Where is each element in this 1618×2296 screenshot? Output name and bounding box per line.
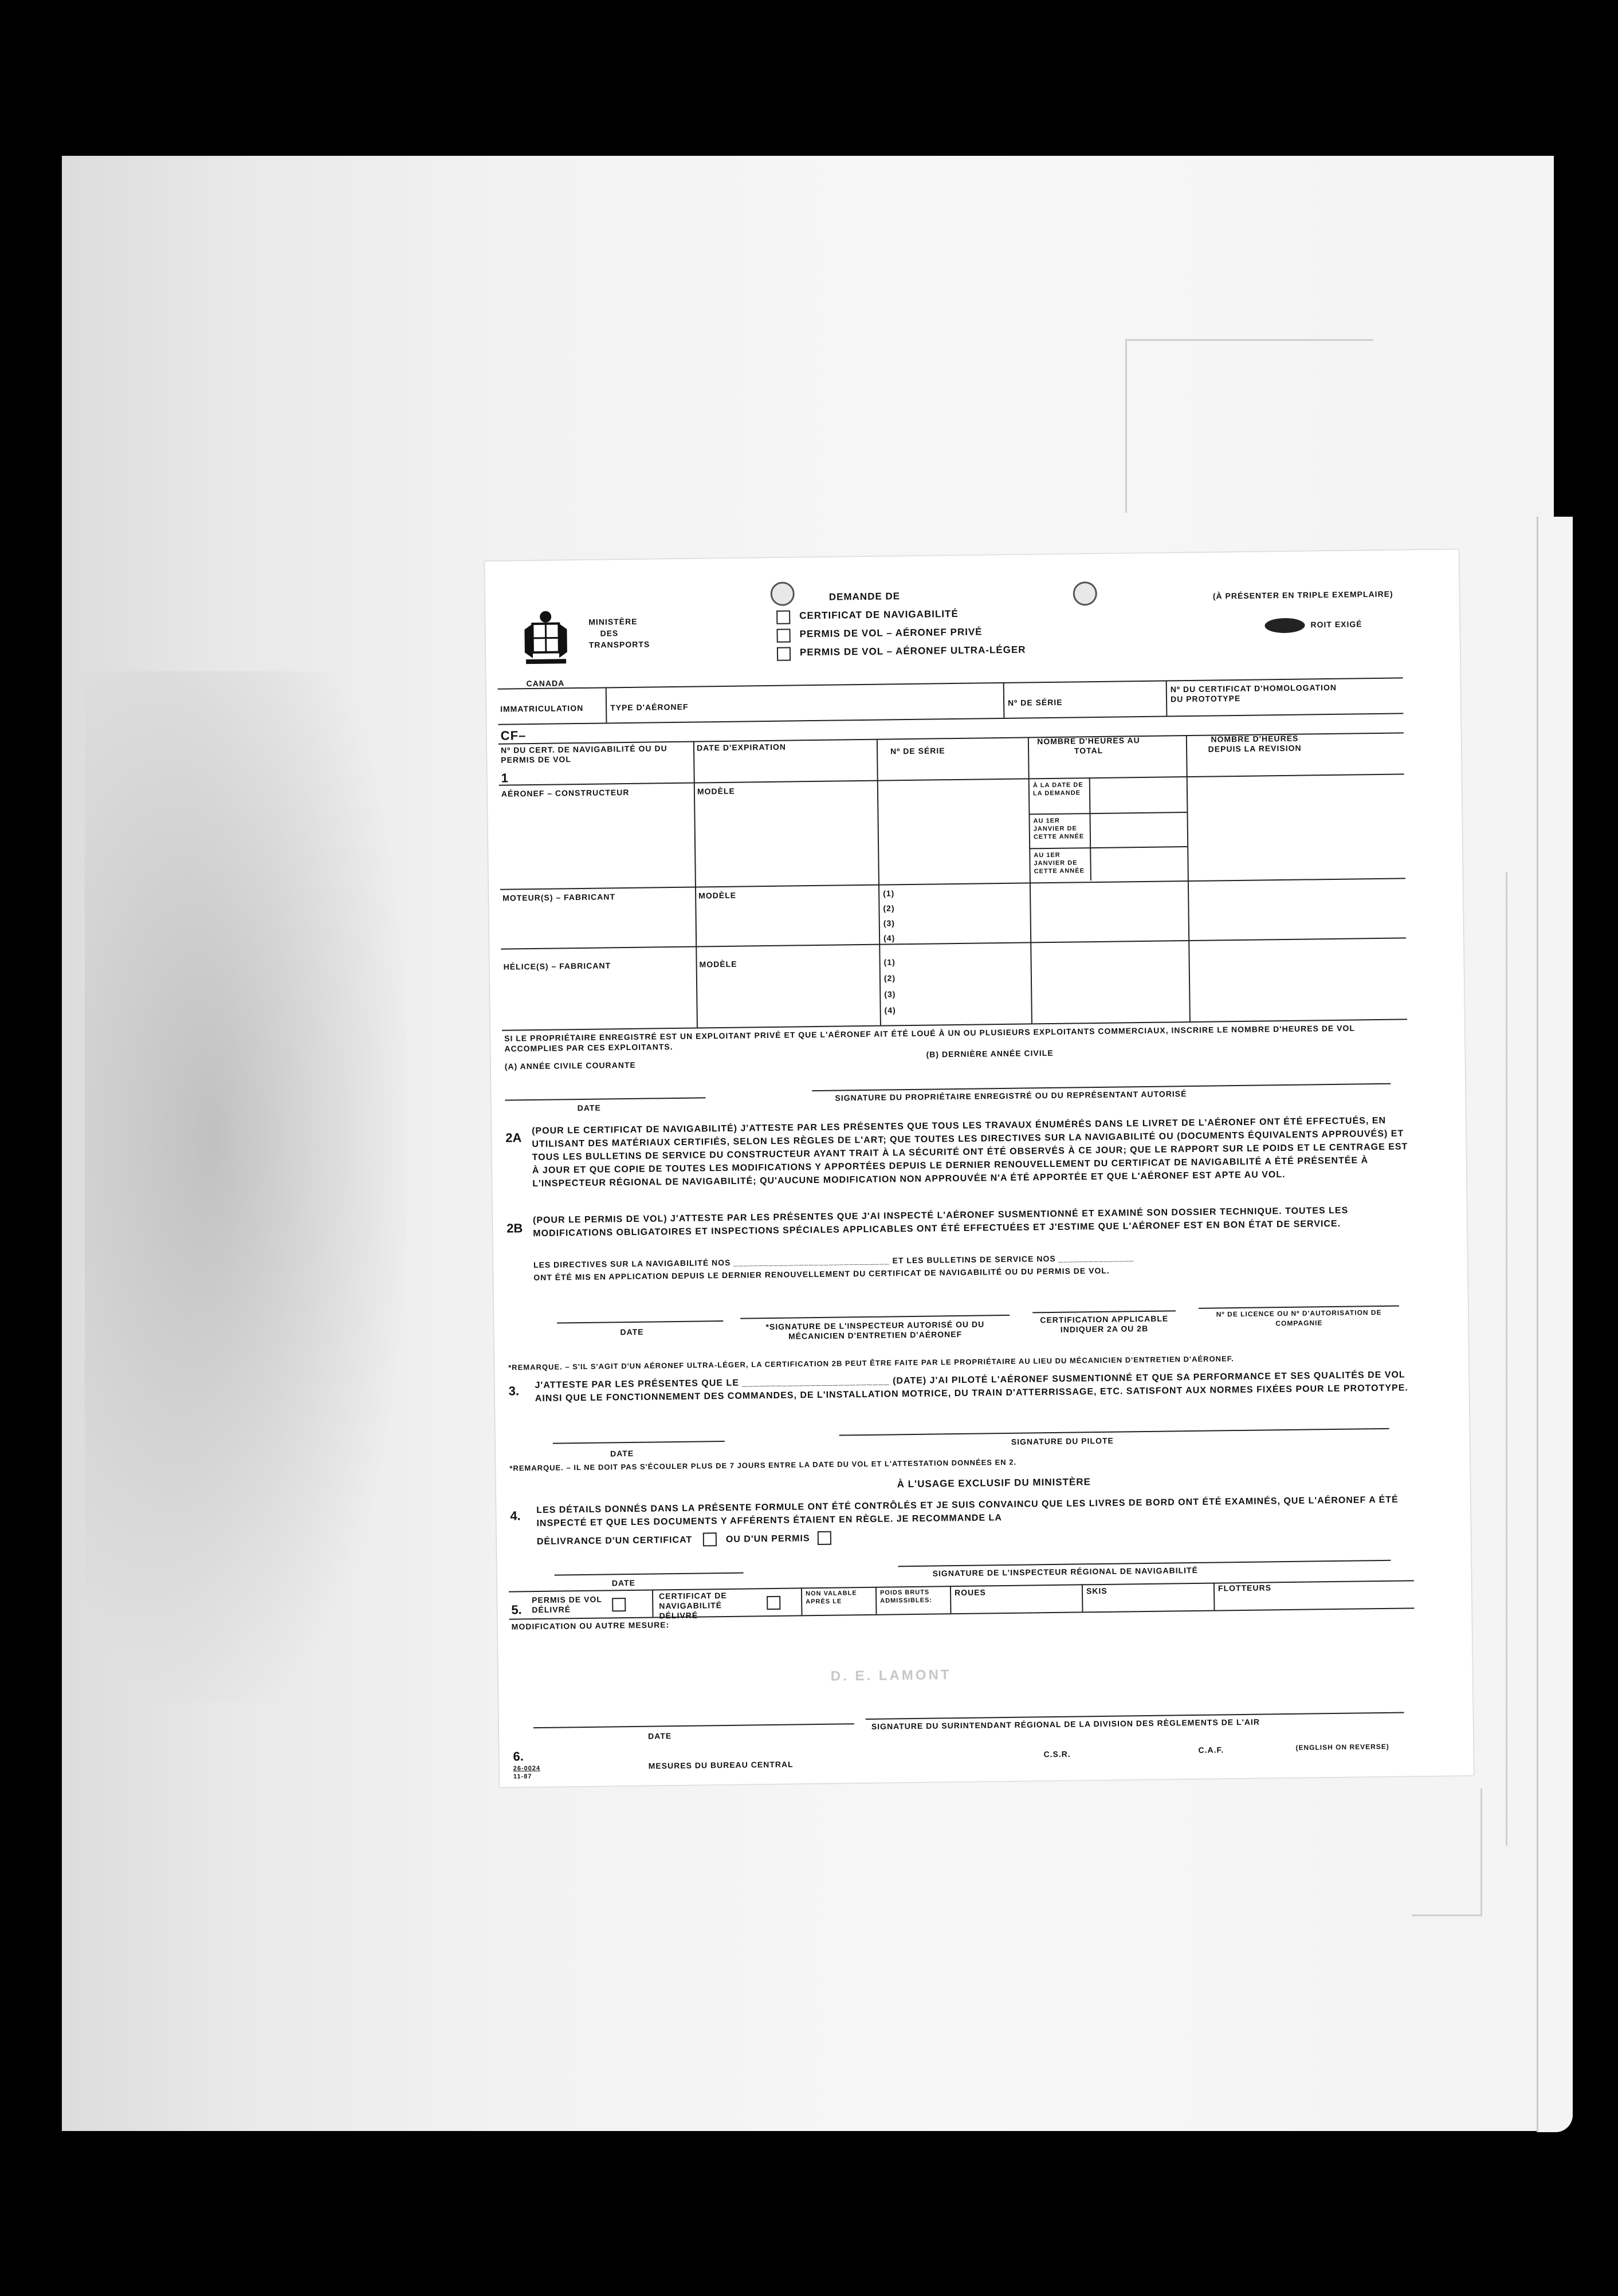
label-skis: SKIS [1086, 1586, 1108, 1596]
checkbox-permit-issued[interactable] [612, 1598, 626, 1611]
signature-line [740, 1315, 1010, 1319]
rule [1003, 682, 1005, 718]
rule [1166, 680, 1168, 715]
remark-2: *REMARQUE. – S'IL S'AGIT D'UN AÉRONEF ULTRA-LÉGER, LA CERTIFICATION 2B PEUT ÊTRE FAITE PAR LE PROPRIÉTAIRE AU LIEU DU MÉCANICIEN D'ENTRETIEN D'AÉRONEF. [508, 1354, 1234, 1372]
label-superintendent-signature: SIGNATURE DU SURINTENDANT RÉGIONAL DE LA DIVISION DES RÈGLEMENTS DE L'AIR [871, 1717, 1260, 1731]
label-invalid-after: NON VALABLE APRÈS LE [805, 1590, 857, 1606]
label-pilot-signature: SIGNATURE DU PILOTE [1011, 1436, 1114, 1446]
fee-note: ROIT EXIGÉ [1310, 619, 1362, 630]
ministry-line1: MINISTÈRE [588, 616, 638, 627]
label-type: TYPE D'AÉRONEF [610, 702, 689, 713]
checkbox-permit-ultralight[interactable] [777, 647, 791, 661]
label-expiry: DATE D'EXPIRATION [696, 742, 787, 753]
rule [950, 1586, 952, 1613]
label-central-office: MESURES DU BUREAU CENTRAL [648, 1759, 794, 1771]
remark-3: *REMARQUE. – IL NE DOIT PAS S'ÉCOULER PLUS DE 7 JOURS ENTRE LA DATE DU VOL ET L'ATTESTATION DONNÉES EN 2. [509, 1457, 1017, 1473]
ministry-line2: DES [600, 628, 619, 638]
rule [801, 1587, 803, 1615]
label-caf: C.A.F. [1198, 1745, 1224, 1755]
form-date: 11-87 [513, 1773, 532, 1780]
certification-line [1032, 1310, 1176, 1313]
copies-note: (À PRÉSENTER EN TRIPLE EXEMPLAIRE) [1212, 589, 1393, 601]
ministry-review-text: LES DÉTAILS DONNÉS DANS LA PRÉSENTE FORMULE ONT ÉTÉ CONTRÔLÉS ET JE SUIS CONVAINCU QUE LES LIVRES DE BORD ONT ÉTÉ EXAMINÉS, QUE L'AÉRONEF A ÉTÉ INSPECTÉ ET QUE LES DOCUMENTS Y AFFÉRENTS ÉTAIENT EN RÈGLE. JE RECOMMANDE LA [536, 1495, 1399, 1529]
attestation-3: J'ATTESTE PAR LES PRÉSENTES QUE LE __________________________ (DATE) J'AI PILOTÉ L'AÉRONEF SUSMENTIONNÉ ET QUE SA PERFORMANCE ET SES QUALITÉS DE VOL AINSI QUE LE FONCTIONNEMENT DES COMMANDES, DE L'INSTALLATION MOTRICE, DU TRAIN D'ATTERRISSAGE, ETC. SATISFONT AUX NORMES FIXÉES POUR LE PROTOTYPE. [535, 1370, 1408, 1404]
label-csr: C.S.R. [1043, 1749, 1071, 1759]
form-title: DEMANDE DE [828, 591, 901, 603]
label-engine-model: MODÈLE [698, 890, 737, 901]
rule [1028, 812, 1187, 815]
directives-line: LES DIRECTIVES SUR LA NAVIGABILITÉ NOS _______________________________ ET LES BULLETINS DE SERVICE NOS _______________ [533, 1253, 1134, 1270]
ink-blot [1264, 618, 1305, 634]
rule [1089, 777, 1091, 880]
registration-prefix: CF– [500, 728, 527, 743]
engine-item-3: (3) [883, 918, 895, 928]
rule [500, 878, 1405, 890]
propeller-item-4: (4) [884, 1005, 896, 1015]
label-hours-total: NOMBRE D'HEURES AU TOTAL [1037, 736, 1140, 756]
section-number-6: 6. [513, 1749, 524, 1764]
label-cert-issued: CERTIFICAT DE NAVIGABILITÉ DÉLIVRÉ [658, 1590, 727, 1621]
engine-item-4: (4) [883, 933, 896, 943]
label-date-2: DATE [620, 1327, 644, 1337]
checkbox-permit-private[interactable] [776, 628, 790, 642]
rule [877, 739, 881, 1025]
engine-item-1: (1) [883, 888, 895, 898]
label-cert-no: Nº DU CERT. DE NAVIGABILITÉ OU DU PERMIS DE VOL [500, 744, 667, 765]
faded-stamp: D. E. LAMONT [830, 1667, 952, 1684]
section-number-1: 1 [501, 770, 509, 785]
label-permit-issued: PERMIS DE VOL DÉLIVRÉ [532, 1594, 602, 1615]
date-line [555, 1572, 744, 1576]
checkbox-certificate[interactable] [776, 610, 790, 624]
rule [693, 741, 698, 1028]
label-owner-signature: SIGNATURE DU PROPRIÉTAIRE ENREGISTRÉ OU DU REPRÉSENTANT AUTORISÉ [835, 1089, 1187, 1103]
engine-item-2: (2) [883, 903, 895, 913]
propeller-item-3: (3) [884, 989, 896, 999]
label-immatriculation: IMMATRICULATION [500, 703, 584, 714]
country-label: CANADA [526, 678, 565, 689]
checkbox-cert-issued[interactable] [767, 1596, 780, 1610]
label-delivery-certificate: DÉLIVRANCE D'UN CERTIFICAT [536, 1535, 693, 1547]
checkbox-delivery-certificate[interactable] [703, 1532, 717, 1546]
application-form [485, 549, 1474, 1787]
date-line [557, 1320, 723, 1324]
section-number-4: 4. [510, 1508, 521, 1523]
label-homologation: Nº DU CERTIFICAT D'HOMOLOGATION DU PROTOTYPE [1170, 682, 1337, 704]
rule [1214, 1583, 1215, 1610]
option-certificate: CERTIFICAT DE NAVIGABILITÉ [799, 608, 959, 622]
label-weights: POIDS BRUTS ADMISSIBLES: [879, 1589, 933, 1605]
rule [501, 937, 1406, 949]
label-date-3: DATE [610, 1448, 634, 1458]
label-english-reverse: (ENGLISH ON REVERSE) [1295, 1742, 1389, 1752]
ghost-frame [1125, 339, 1373, 513]
label-inspector-signature: *SIGNATURE DE L'INSPECTEUR AUTORISÉ OU DU MÉCANICIEN D'ENTRETIEN D'AÉRONEF [765, 1319, 985, 1341]
section-number-2b: 2B [506, 1221, 523, 1236]
label-aircraft: AÉRONEF – CONSTRUCTEUR [501, 787, 630, 799]
rule [509, 1607, 1415, 1619]
attestation-2a: (POUR LE CERTIFICAT DE NAVIGABILITÉ) J'ATTESTE PAR LES PRÉSENTES QUE TOUS LES TRAVAUX ÉNUMÉRÉS DANS LE LIVRET DE L'AÉRONEF ONT ÉTÉ EFFECTUÉS, EN UTILISANT DES MATÉRIAUX CERTIFIÉS, SELON LES RÈGLES DE L'ART; QUE TOUTES LES DIRECTIVES SUR LA NAVIGABILITÉ OU (DOCUMENTS ÉQUIVALENTS APPROUVÉS) ET TOUS LES BULLETINS DE SERVICE DU CONSTRUCTEUR AYANT TRAIT À LA SÉCURITÉ ONT ÉTÉ OBSERVÉS À CE JOUR; QUE LE RAPPORT SUR LE POIDS ET LE CENTRAGE EST À JOUR ET QUE COPIE DE TOUTES LES MODIFICATIONS Y APPORTÉES DEPUIS LE DERNIER RENOUVELLEMENT DU CERTIFICAT DE NAVIGABILITÉ A ÉTÉ PRÉSENTÉE À L'INSPECTEUR RÉGIONAL DE NAVIGABILITÉ; QU'AUCUNE MODIFICATION NON APPROUVÉE N'A ÉTÉ APPORTÉE ET QUE L'AÉRONEF EST APTE AU VOL. [532, 1115, 1408, 1189]
label-date-1: DATE [577, 1103, 601, 1113]
propeller-item-1: (1) [883, 957, 896, 967]
directives-applied: ONT ÉTÉ MIS EN APPLICATION DEPUIS LE DERNIER RENOUVELLEMENT DU CERTIFICAT DE NAVIGABILITÉ OU DU PERMIS DE VOL. [533, 1265, 1110, 1283]
label-jan-this: AU 1ER JANVIER DE CETTE ANNÉE [1033, 817, 1085, 841]
label-year-last: (B) DERNIÈRE ANNÉE CIVILE [926, 1048, 1054, 1059]
date-line [533, 1723, 854, 1728]
rule [499, 770, 1404, 785]
label-serial2: Nº DE SÉRIE [890, 746, 945, 756]
signature-line [839, 1428, 1389, 1436]
date-line [553, 1441, 725, 1444]
date-line [505, 1097, 705, 1100]
commercial-note: SI LE PROPRIÉTAIRE ENREGISTRÉ EST UN EXPLOITANT PRIVÉ ET QUE L'AÉRONEF AIT ÉTÉ LOUÉ À UN OU PLUSIEURS EXPLOITANTS COMMERCIAUX, INSCRIRE LE NOMBRE D'HEURES DE VOL ACCOMPLIES PAR CES EXPLOITANTS. [504, 1023, 1355, 1053]
label-date-5: DATE [647, 1731, 672, 1741]
punch-hole [1073, 581, 1098, 606]
section-number-2a: 2A [505, 1130, 522, 1145]
punch-hole [770, 581, 795, 606]
rule [606, 687, 607, 722]
rule [875, 1587, 877, 1614]
label-model: MODÈLE [697, 786, 735, 796]
rule [1082, 1584, 1083, 1611]
checkbox-delivery-permit[interactable] [818, 1531, 831, 1545]
label-wheels: ROUES [954, 1587, 986, 1598]
label-propellers: HÉLICE(S) – FABRICANT [503, 961, 611, 972]
rule [1186, 735, 1191, 1021]
propeller-item-2: (2) [883, 973, 896, 983]
section-number-5: 5. [511, 1602, 522, 1617]
label-year-current: (A) ANNÉE CIVILE COURANTE [504, 1060, 636, 1071]
label-serial: Nº DE SÉRIE [1007, 697, 1063, 707]
ministry-line3: TRANSPORTS [588, 639, 650, 650]
label-date-4: DATE [611, 1578, 635, 1588]
ministry-use-heading: À L'USAGE EXCLUSIF DU MINISTÈRE [897, 1476, 1091, 1490]
film-smudge [85, 671, 406, 1703]
label-at-date: À LA DATE DE LA DEMANDE [1032, 781, 1083, 797]
option-permit-ultralight: PERMIS DE VOL – AÉRONEF ULTRA-LÉGER [799, 644, 1026, 658]
label-floats: FLOTTEURS [1218, 1583, 1272, 1593]
label-or-permit: OU D'UN PERMIS [725, 1534, 810, 1544]
label-propeller-model: MODÈLE [699, 959, 737, 969]
section-number-3: 3. [508, 1383, 520, 1398]
label-modification: MODIFICATION OU AUTRE MESURE: [511, 1620, 670, 1631]
label-certification-applicable: CERTIFICATION APPLICABLE INDIQUER 2A OU 2B [1040, 1314, 1169, 1334]
label-hours-revision: NOMBRE D'HEURES DEPUIS LA REVISION [1208, 733, 1302, 754]
rule [1029, 846, 1187, 849]
rule [498, 713, 1403, 725]
rule [1028, 737, 1032, 1023]
page-tab [1537, 517, 1573, 2132]
form-number: 26-0024 [513, 1764, 541, 1772]
label-jan-other: AU 1ER JANVIER DE CETTE ANNÉE [1034, 851, 1085, 875]
label-licence: Nº DE LICENCE OU Nº D'AUTORISATION DE COMPAGNIE [1216, 1308, 1382, 1328]
label-engines: MOTEUR(S) – FABRICANT [502, 892, 616, 903]
coat-of-arms-icon [520, 606, 572, 675]
option-permit-private: PERMIS DE VOL – AÉRONEF PRIVÉ [799, 626, 983, 640]
attestation-2b: (POUR LE PERMIS DE VOL) J'ATTESTE PAR LES PRÉSENTES QUE J'AI INSPECTÉ L'AÉRONEF SUSMENTIONNÉ ET EXAMINÉ SON DOSSIER TECHNIQUE. TOUTES LES MODIFICATIONS OBLIGATOIRES ET INSPECTIONS SPÉCIALES APPLICABLES ONT ÉTÉ EFFECTUÉES ET J'ESTIME QUE L'AÉRONEF EST EN BON ÉTAT DE SERVICE. [532, 1205, 1349, 1239]
rule [652, 1590, 654, 1617]
label-regional-signature: SIGNATURE DE L'INSPECTEUR RÉGIONAL DE NAVIGABILITÉ [932, 1565, 1198, 1578]
